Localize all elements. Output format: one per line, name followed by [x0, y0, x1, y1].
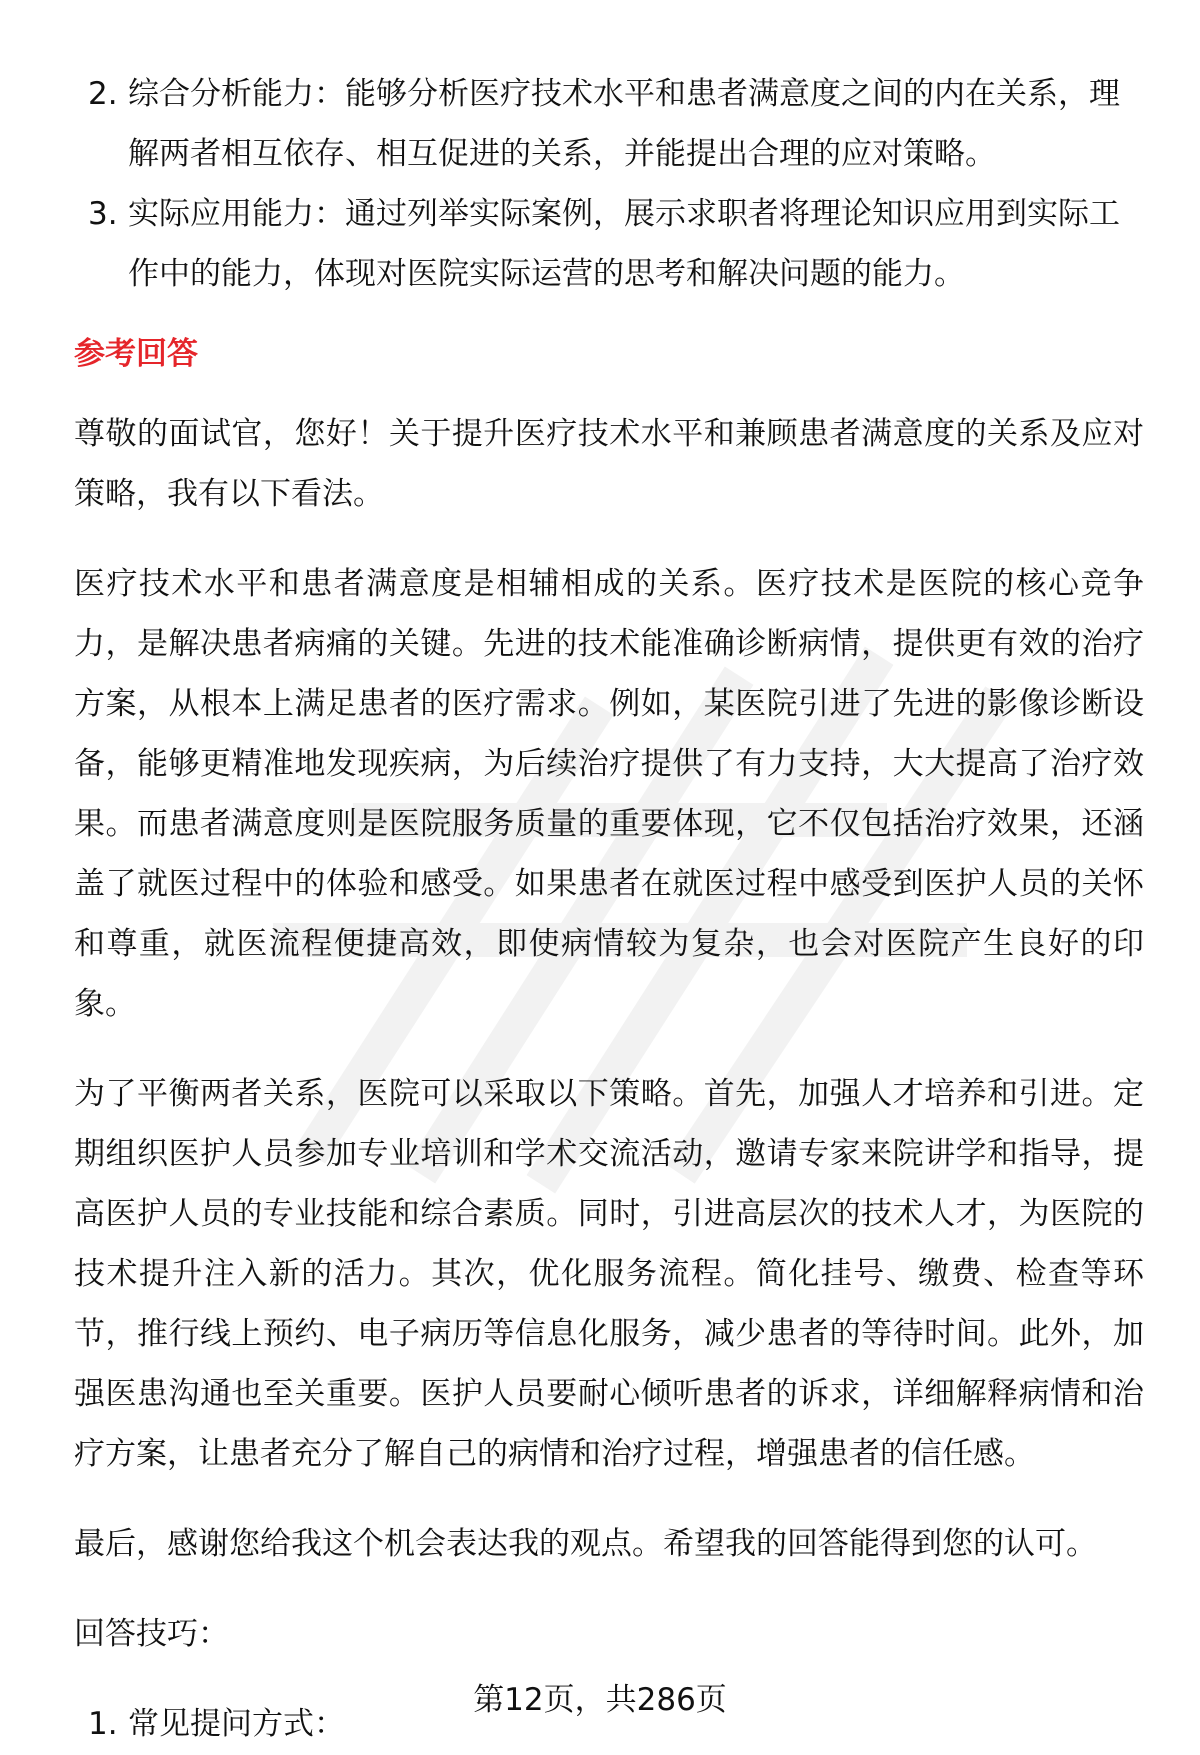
list-text: 综合分析能力：能够分析医疗技术水平和患者满意度之间的内在关系，理解两者相互依存、相互促进的关系，并能提出合理的应对策略。	[128, 76, 1120, 172]
list-number: 1.	[88, 1706, 118, 1742]
paragraph-relationship: 医疗技术水平和患者满意度是相辅相成的关系。医疗技术是医院的核心竞争力，是解决患者病痛的关键。先进的技术能准确诊断病情，提供更有效的治疗方案，从根本上满足患者的医疗需求。例如，某医院引进了先进的影像诊断设备，能够更精准地发现疾病，为后续治疗提供了有力支持，大大提高了治疗效果。而患者满意度则是医院服务质量的重要体现，它不仅包括治疗效果，还涵盖了就医过程中的体验和感受。如果患者在就医过程中感受到医护人员的关怀和尊重，就医流程便捷高效，即使病情较为复杂，也会对医院产生良好的印象。	[74, 566, 1144, 1022]
ordered-list-top	[74, 64, 1144, 304]
list-text: 实际应用能力：通过列举实际案例，展示求职者将理论知识应用到实际工作中的能力，体现对医院实际运营的思考和解决问题的能力。	[128, 196, 1120, 292]
list-text: 常见提问方式：	[128, 1706, 345, 1742]
paragraph-strategy: 为了平衡两者关系，医院可以采取以下策略。首先，加强人才培养和引进。定期组织医护人员参加专业培训和学术交流活动，邀请专家来院讲学和指导，提高医护人员的专业技能和综合素质。同时，引进高层次的技术人才，为医院的技术提升注入新的活力。其次，优化服务流程。简化挂号、缴费、检查等环节，推行线上预约、电子病历等信息化服务，减少患者的等待时间。此外，加强医患沟通也至关重要。医护人员要耐心倾听患者的诉求，详细解释病情和治疗方案，让患者充分了解自己的病情和治疗过程，增强患者的信任感。	[74, 1076, 1144, 1472]
paragraph-tips-heading: 回答技巧：	[74, 1616, 229, 1652]
document-content	[74, 64, 1144, 1754]
paragraph-closing: 最后，感谢您给我这个机会表达我的观点。希望我的回答能得到您的认可。	[74, 1526, 1097, 1562]
list-number: 2.	[88, 76, 118, 112]
section-title: 参考回答	[74, 336, 198, 372]
page-number-footer: 第12页，共286页	[473, 1682, 727, 1718]
paragraph-greeting: 尊敬的面试官，您好！关于提升医疗技术水平和兼顾患者满意度的关系及应对策略，我有以下看法。	[74, 416, 1144, 512]
list-item	[74, 64, 1144, 184]
list-item	[74, 184, 1144, 304]
list-number: 3.	[88, 196, 118, 232]
